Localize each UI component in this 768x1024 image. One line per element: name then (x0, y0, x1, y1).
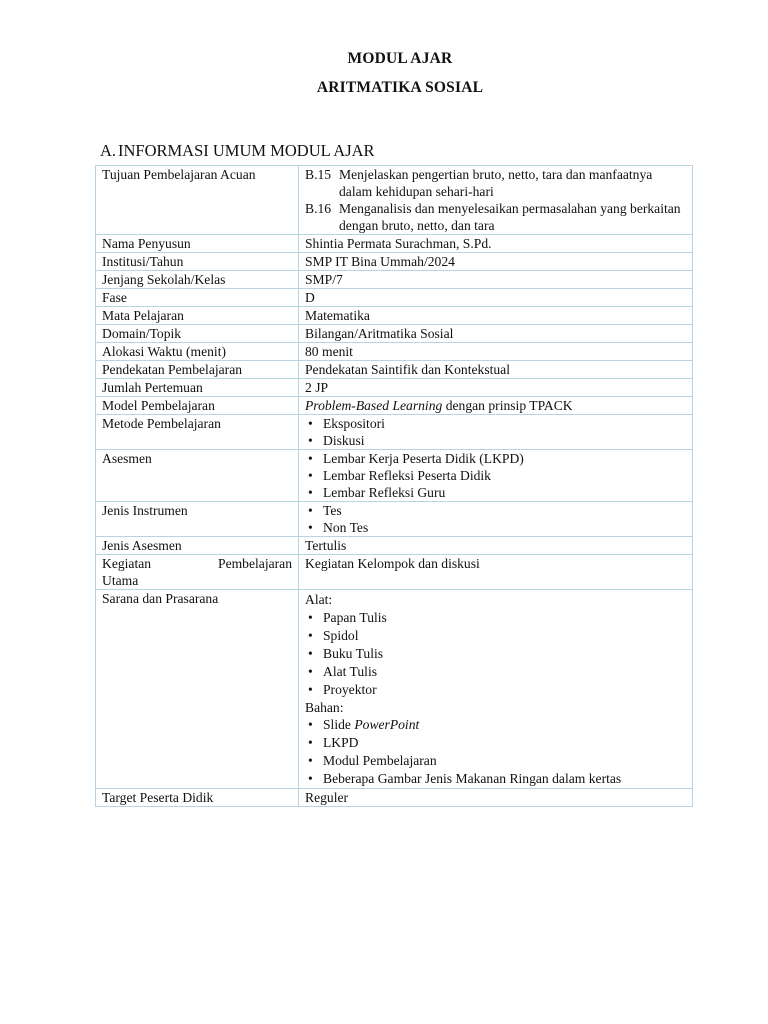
bullet-list (305, 609, 686, 699)
list-item: • Diskusi (305, 432, 686, 449)
row-value: Bilangan/Aritmatika Sosial (299, 325, 693, 343)
row-value: 80 menit (299, 343, 693, 361)
alat-heading: Alat: (305, 592, 333, 607)
list-item (305, 716, 686, 734)
row-label: Jumlah Pertemuan (96, 379, 299, 397)
table-row (96, 253, 693, 271)
row-label (96, 555, 299, 590)
section-title: INFORMASI UMUM MODUL AJAR (118, 141, 375, 160)
list-item: • Ekspositori (305, 415, 686, 432)
objective-text: Menganalisis dan menyelesaikan permasalahan yang berkaitan dengan bruto, netto, dan tara (339, 201, 681, 233)
list-item: • Alat Tulis (305, 663, 686, 681)
objective-code: B.15 (305, 167, 332, 182)
objective-item (305, 166, 686, 200)
row-label: Jenis Instrumen (96, 502, 299, 537)
row-label: Institusi/Tahun (96, 253, 299, 271)
row-value: Matematika (299, 307, 693, 325)
list-item: • Proyektor (305, 681, 686, 699)
table-row (96, 307, 693, 325)
label-line: Utama (102, 573, 139, 588)
row-value: SMP IT Bina Ummah/2024 (299, 253, 693, 271)
table-row (96, 397, 693, 415)
row-value (299, 415, 693, 450)
row-label: Alokasi Waktu (menit) (96, 343, 299, 361)
row-value: Kegiatan Kelompok dan diskusi (299, 555, 693, 590)
row-value: 2 JP (299, 379, 693, 397)
table-row (96, 789, 693, 807)
objective-code: B.16 (305, 201, 332, 216)
table-row (96, 361, 693, 379)
table-row (96, 555, 693, 590)
row-value: Shintia Permata Surachman, S.Pd. (299, 235, 693, 253)
list-item: • Papan Tulis (305, 609, 686, 627)
table-row (96, 343, 693, 361)
row-label: Nama Penyusun (96, 235, 299, 253)
row-value: SMP/7 (299, 271, 693, 289)
row-value: Reguler (299, 789, 693, 807)
bahan-heading: Bahan: (305, 700, 344, 715)
bullet-list (305, 716, 686, 788)
slide-italic: PowerPoint (354, 717, 420, 732)
section-heading (100, 141, 375, 161)
table-row (96, 166, 693, 235)
model-italic: Problem-Based Learning (305, 398, 443, 413)
list-item: • Non Tes (305, 519, 686, 536)
row-value (299, 166, 693, 235)
list-item: • LKPD (305, 734, 686, 752)
table-row (96, 325, 693, 343)
label-word: Pembelajaran (218, 556, 292, 571)
row-value (299, 590, 693, 789)
row-label: Sarana dan Prasarana (96, 590, 299, 789)
document-title: MODUL AJAR (347, 50, 453, 67)
row-label: Fase (96, 289, 299, 307)
row-value (299, 450, 693, 502)
label-line (102, 555, 292, 572)
section-letter: A. (100, 141, 117, 160)
list-item: • Beberapa Gambar Jenis Makanan Ringan dalam kertas (305, 770, 686, 788)
row-label: Jenjang Sekolah/Kelas (96, 271, 299, 289)
bullet-list (305, 415, 686, 449)
table-row (96, 415, 693, 450)
row-value (299, 397, 693, 415)
bullet-list (305, 502, 686, 536)
slide-prefix: Slide (323, 717, 355, 732)
table-row (96, 502, 693, 537)
list-item: • Lembar Refleksi Guru (305, 484, 686, 501)
table-row (96, 590, 693, 789)
table-row (96, 537, 693, 555)
row-value (299, 502, 693, 537)
table-row (96, 450, 693, 502)
row-label: Domain/Topik (96, 325, 299, 343)
row-label: Jenis Asesmen (96, 537, 299, 555)
table-row (96, 271, 693, 289)
table-row (96, 235, 693, 253)
row-label: Tujuan Pembelajaran Acuan (96, 166, 299, 235)
row-value: Pendekatan Saintifik dan Kontekstual (299, 361, 693, 379)
label-word: Kegiatan (102, 556, 152, 571)
table-row (96, 379, 693, 397)
list-item: • Spidol (305, 627, 686, 645)
list-item: • Modul Pembelajaran (305, 752, 686, 770)
list-item: • Tes (305, 502, 686, 519)
bullet-list (305, 450, 686, 501)
model-rest: dengan prinsip TPACK (442, 398, 573, 413)
list-item: • Lembar Refleksi Peserta Didik (305, 467, 686, 484)
row-label: Model Pembelajaran (96, 397, 299, 415)
objective-item (305, 200, 686, 234)
row-label: Pendekatan Pembelajaran (96, 361, 299, 379)
objective-text: Menjelaskan pengertian bruto, netto, tara dan manfaatnya dalam kehidupan sehari-hari (339, 167, 653, 199)
row-label: Target Peserta Didik (96, 789, 299, 807)
row-label: Asesmen (96, 450, 299, 502)
table-row (96, 289, 693, 307)
row-value: D (299, 289, 693, 307)
row-label: Mata Pelajaran (96, 307, 299, 325)
row-label: Metode Pembelajaran (96, 415, 299, 450)
list-item: • Lembar Kerja Peserta Didik (LKPD) (305, 450, 686, 467)
row-value: Tertulis (299, 537, 693, 555)
info-table (95, 165, 693, 807)
list-item: • Buku Tulis (305, 645, 686, 663)
document-subtitle: ARITMATIKA SOSIAL (316, 79, 484, 96)
